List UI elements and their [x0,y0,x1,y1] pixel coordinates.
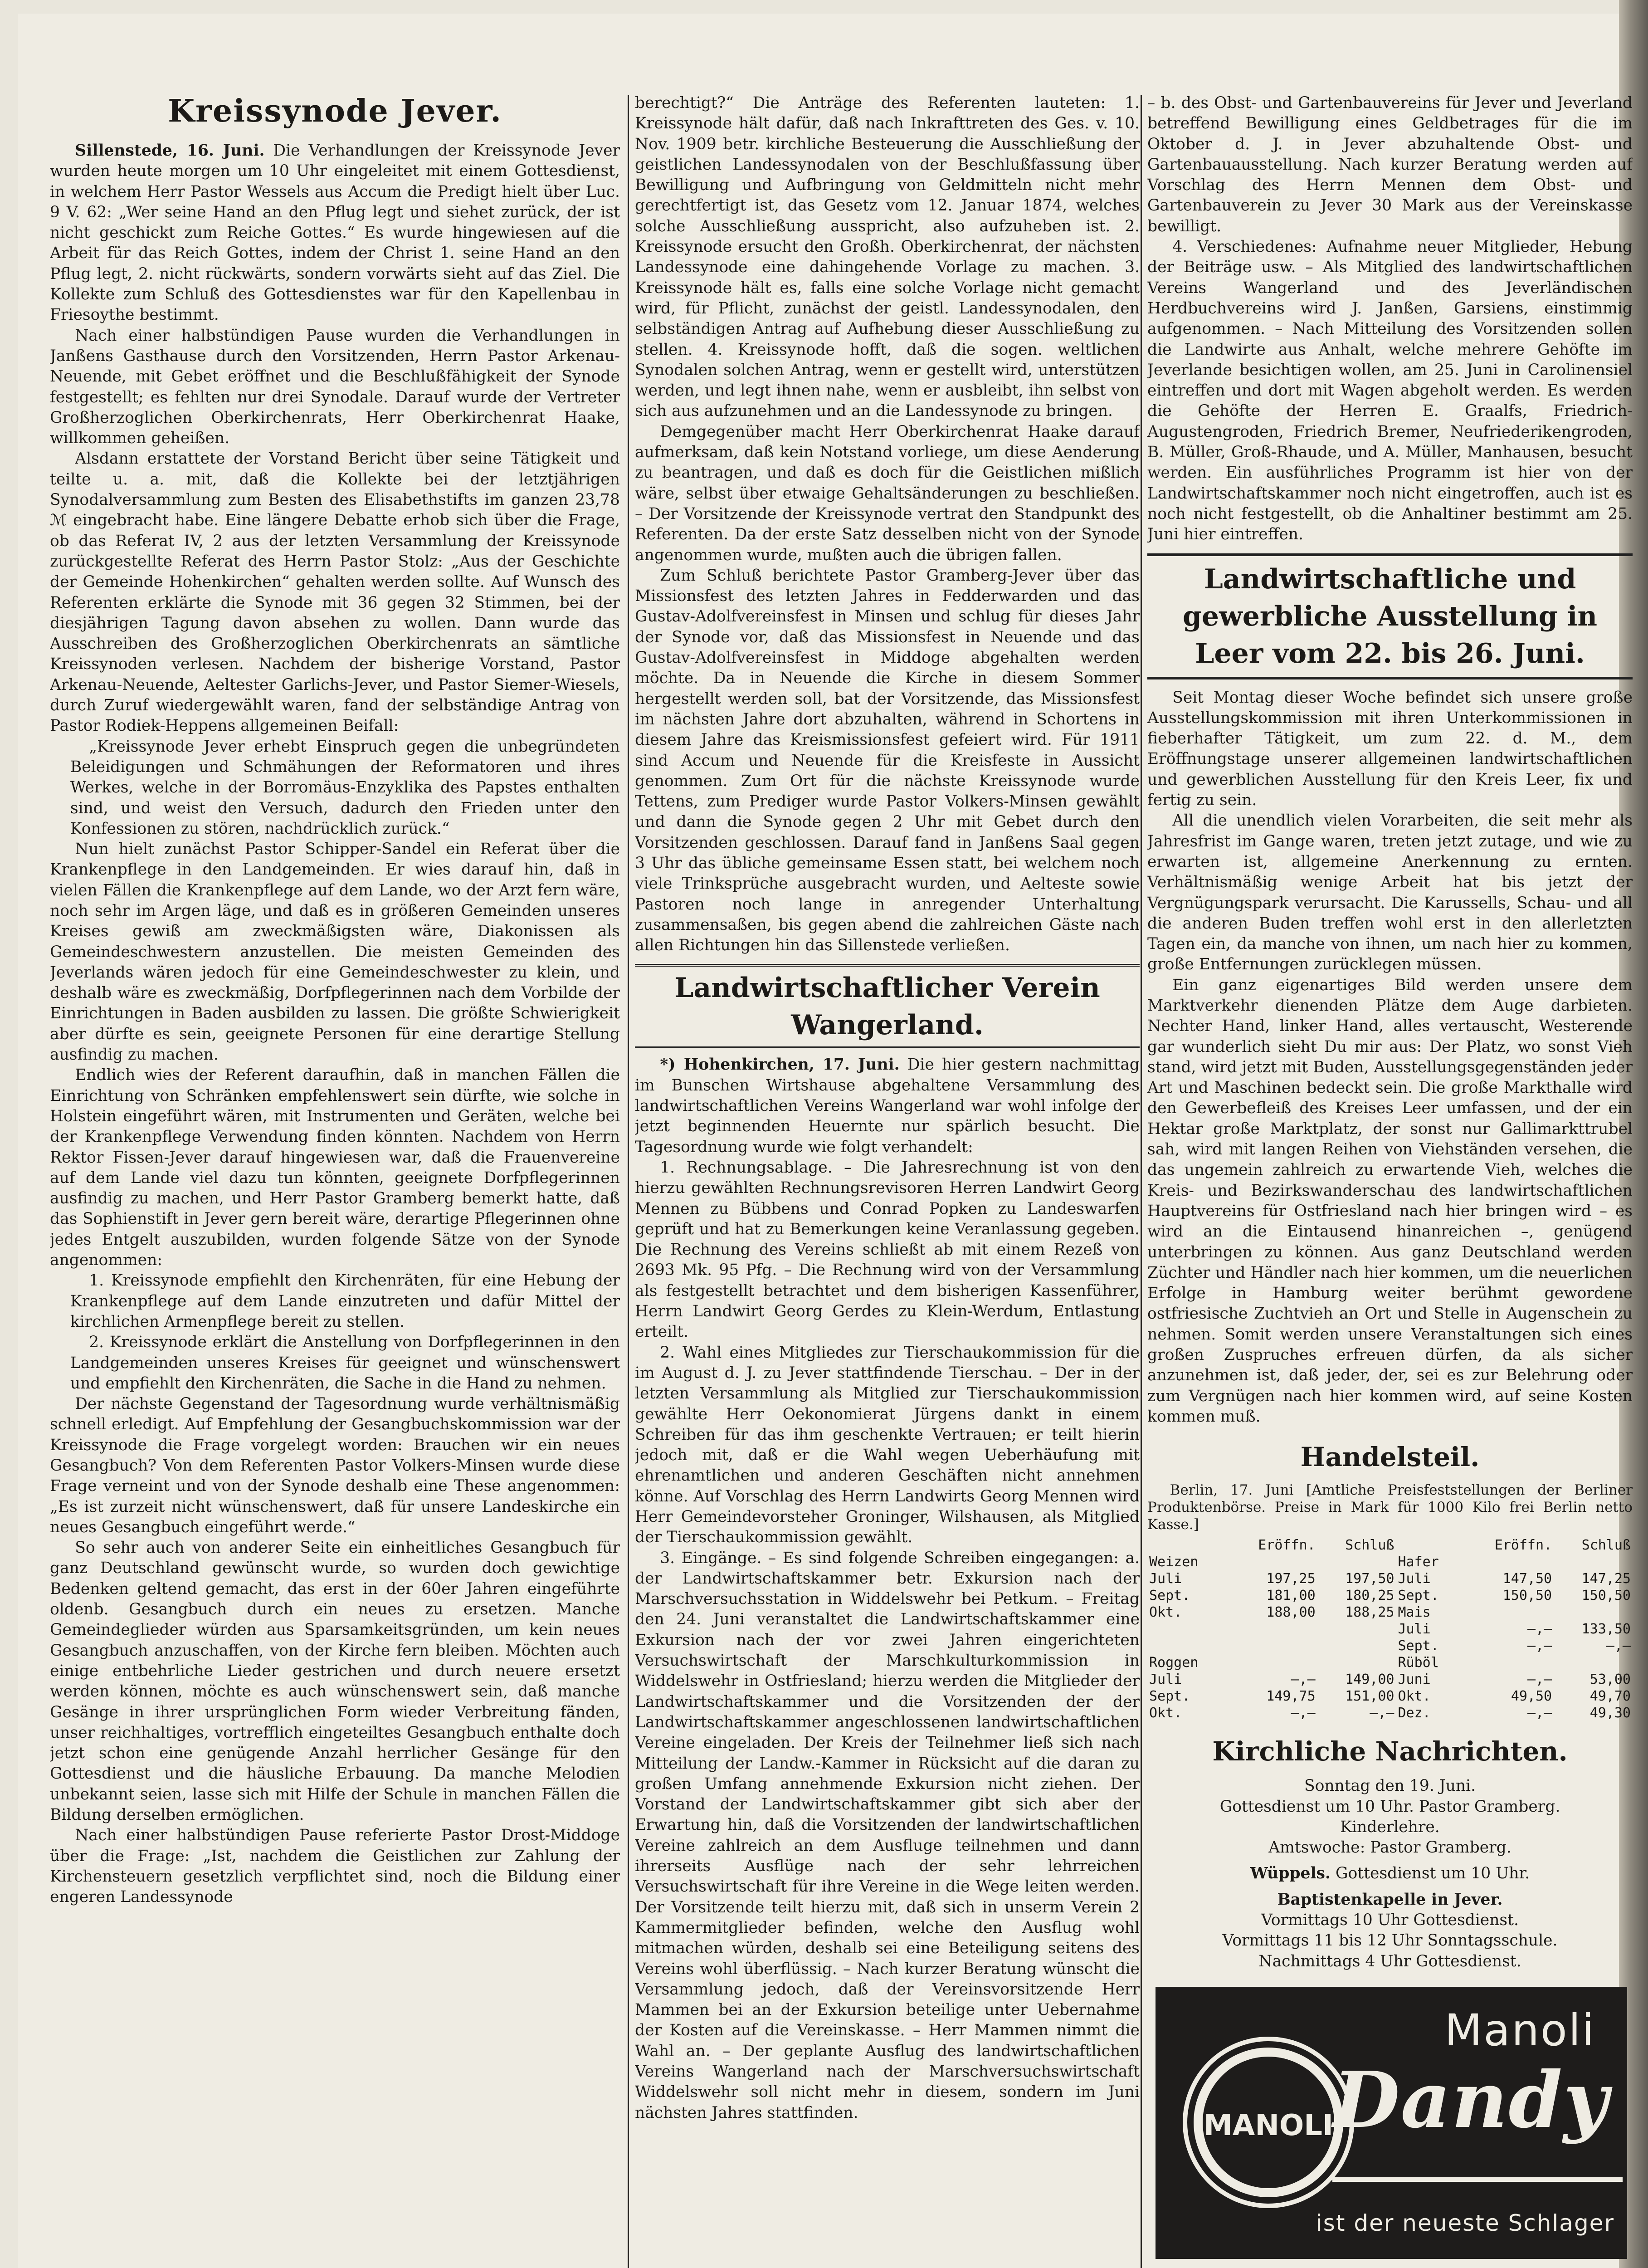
market-cell: –,– [1291,1705,1316,1721]
market-cell: Juli [1398,1571,1431,1587]
market-cell: –,– [1606,1638,1631,1654]
article-paragraph: Nun hielt zunächst Pastor Schipper-Sandel ein Referat über die Krankenpflege in den Landgemeinden. Er wies darauf hin, daß in vielen Fällen die Krankenpflege auf dem Lande, wo der Arzt fern wäre, noch sehr im Argen läge, und daß es in größeren Gemeinden unseres Kreises gewiß am zweckmäßigsten wäre, Diakonissen als Gemeindeschwestern anzustellen. Die meisten Gemeinden des Jeverlands wären jedoch für eine Gemeindeschwester zu klein, und deshalb wäre es zweckmäßig, Dorfpflegerinnen nach dem Vorbilde der Einrichtungen in Baden ausbilden zu lassen. Die größte Schwierigkeit aber dürfte es sein, geeignete Personen für eine derartige Stellung ausfindig zu machen. [50,840,620,1064]
market-cell: 53,00 [1589,1672,1631,1688]
article-paragraph: All die unendlich vielen Vorarbeiten, die seit mehr als Jahresfrist im Gange waren, treten jetzt zutage, und wie zu erwarten ist, allgemeine Anerkennung zu ernten. Verhältnismäßig wenige Arbeit hat bis jetzt der Vergnügungspark verursacht. Die Karussells, Schau- und all die anderen Buden treffen wohl erst in den allerletzten Tagen ein, da manche von ihnen, um nach hier zu kommen, große Entfernungen zurücklegen müssen. [1147,811,1633,974]
section-title: Handelsteil. [1300,1442,1480,1473]
market-cell: Okt. [1149,1604,1182,1621]
article-paragraph: – b. des Obst- und Gartenbauvereins für Jever und Jeverland betreffend Bewilligung eines Geldbetrages für die im Oktober d. J. in Jever abzuhaltende Obst- und Gartenbauausstellung. Nach kurzer Beratung werden auf Vorschlag des Herrn Mennen dem Obst- und Gartenbauverein zu Jever 30 Mark aus der Vereinskasse bewilligt. [1147,94,1633,235]
article-paragraph: Demgegenüber macht Herr Oberkirchenrat Haake darauf aufmerksam, daß kein Notstand vorliege, um diese Aenderung zu beantragen, und daß es doch für die Geistlichen mißlich wäre, selbst über etwaige Gehaltsänderungen zu beschließen. – Der Vorsitzende der Kreissynode vertrat den Standpunkt des Referenten. Da der erste Satz desselben nicht von der Synode angenommen wurde, mußten auch die übrigen fallen. [635,422,1140,564]
market-row [1147,1705,1633,1721]
market-cell [1226,1654,1317,1671]
market-row [1147,1654,1633,1671]
market-cell: 49,50 [1511,1688,1552,1705]
article-paragraph: Nach einer halbstündigen Pause referierte Pastor Drost-Middoge über die Frage: „Ist, nachdem die Geistlichen zur Zahlung der Kirchensteuern gesetzlich verpflichtet sind, noch die Bildung einer engeren Landessynode [50,1826,620,1906]
resolution-item: 2. Kreissynode erklärt die Anstellung von Dorfpflegerinnen in den Landgemeinden unseres Kreises für geeignet und wünschenswert und empfiehlt den Kirchenräten, die Sache in die Hand zu nehmen. [70,1333,620,1393]
market-cell: 49,70 [1589,1688,1631,1705]
market-cell: Sept. [1149,1688,1190,1705]
market-cell: –,– [1527,1621,1552,1637]
column-2 [635,93,1140,2123]
market-row [1147,1604,1633,1621]
market-cell [1317,1637,1396,1654]
market-cell: Juli [1149,1571,1182,1587]
manoli-logo [1187,2041,1350,2204]
agenda-item: 3. Eingänge. – Es sind folgende Schreiben eingegangen: a. der Landwirtschaftskammer betr. Exkursion nach der Marschversuchsstation in Widdelswehr bei Petkum. – Freitag den 24. Juni veranstaltet die Landwirtschaftskammer eine Exkursion nach der vor zwei Jahren eingerichteten Versuchswirtschaft der Marschkulturkommission in Widdelswehr in Ostfriesland; hierzu werden die Mitglieder der Landwirtschaftskammer und die Vorsitzenden der der Landwirtschaftskammer angeschlossenen landwirtschaftlichen Vereine eingeladen. Der Kreis der Teilnehmer ließ sich nach Mitteilung der Landw.-Kammer in Rücksicht auf die daran zu großen Umfang annehmende Exkursion nicht ziehen. Der Vorstand der Landwirtschaftskammer gibt sich aber der Erwartung hin, daß die Vorsitzenden der landwirtschaftlichen Vereine zahlreich an dem Ausfluge teilnehmen und dann ihrerseits Ausflüge nach der sehr lehrreichen Versuchswirtschaft für ihre Vereine in die Wege leiten werden. Der Vorsitzende teilt hierzu mit, daß sich in unserm Verein 2 Kammermitglieder befinden, welche den Ausflug wohl mitmachen würden, deshalb sei eine Beteiligung seitens des Vereins wohl überflüssig. – Nach kurzer Beratung wünscht die Versammlung jedoch, daß der Vereinsvorsitzende Herr Mammen bei an der Exkursion beteilige unter Uebernahme der Kosten auf die Vereinskasse. – Herr Mammen nimmt die Wahl an. – Der geplante Ausflug des landwirtschaftlichen Vereins Wangerland nach der Marschversuchswirtschaft Widdelswehr soll nicht mehr in diesem, sondern im Juni nächsten Jahres stattfinden. [635,1549,1140,2122]
baptist-title: Baptistenkapelle in Jever. [1277,1890,1503,1909]
ad-brand: Manoli [1444,2005,1595,2056]
market-header-cell [1396,1537,1463,1554]
agenda-item: 1. Rechnungsablage. – Die Jahresrechnung ist von den hierzu gewählten Rechnungsrevisoren Herren Landwirt Georg Mennen zu Bübbens und Conrad Popken zu Landeswarfen geprüft und hat zu Bemerkungen keine Veranlassung gegeben. Die Rechnung des Vereins schließt ab mit einem Rezeß von 2693 Mk. 95 Pfg. – Die Rechnung wird von der Versammlung als festgestellt betrachtet und dem bisherigen Kassenführer, Herrn Landwirt Georg Gerdes zu Klein-Werdum, Entlastung erteilt. [635,1158,1140,1341]
section-title: Landwirtschaftliche und gewerbliche Ausstellung in Leer vom 22. bis 26. Juni. [1147,553,1633,679]
dateline: Sillenstede, 16. Juni. [75,142,265,160]
ad-product: Dandy [1333,2055,1609,2146]
article-paragraph: Nach einer halbstündigen Pause wurden die Verhandlungen in Janßens Gasthause durch den Vorsitzenden, Herrn Pastor Arkenau-Neuende, mit Gebet eröffnet und die Beschlußfähigkeit der Synode festgestellt; es fehlten nur drei Synodale. Darauf wurde der Vertreter Großherzoglichen Oberkirchenrats, Herr Oberkirchenrat Haake, willkommen geheißen. [50,326,620,448]
article-paragraph: berechtigt?“ Die Anträge des Referenten lauteten: 1. Kreissynode hält dafür, daß nach Inkrafttreten des Ges. v. 10. Nov. 1909 betr. kirchliche Besteuerung die Ausschließung der geistlichen Landessynodalen von der Beschlußfassung über Bewilligung und Aufbringung von Geldmitteln nicht mehr gerechtfertigt ist, das Gesetz vom 12. Januar 1874, welches solche Ausschließung ausspricht, also aufzuheben ist. 2. Kreissynode ersucht den Großh. Oberkirchenrat, der nächsten Landessynode eine dahingehende Vorlage zu machen. 3. Kreissynode hält es, falls eine solche Vorlage nicht gemacht wird, für Pflicht, zunächst der geistl. Landessynodalen, den selbständigen Antrag auf Aufhebung dieser Ausschließung zu stellen. 4. Kreissynode hofft, daß die sogen. weltlichen Synodalen solchen Antrag, wenn er gestellt wird, unterstützen werden, und legt ihnen nahe, wenn er ausbleibt, ihn selbst von sich aus aufzunehmen und an die Landessynode zu bringen. [635,94,1140,420]
baptist-line: Vormittags 10 Uhr Gottesdienst. [1261,1911,1519,1929]
market-cell: –,– [1527,1672,1552,1688]
market-row [1147,1671,1633,1688]
market-cell: 197,25 [1266,1571,1316,1587]
agenda-item: 4. Verschiedenes: Aufnahme neuer Mitglieder, Hebung der Beiträge usw. – Als Mitglied des landwirtschaftlichen Vereins Wangerland und des Jeverländischen Herdbuchvereins wird J. Janßen, Garsiens, einstimmig aufgenommen. – Nach Mitteilung des Vorsitzenden sollen die Landwirte aus Anhalt, welche mehrere Gehöfte im Jeverlande besichtigen wollen, am 25. Juni in Carolinensiel eintreffen und dort mit Wagen abgeholt werden. Es werden die Gehöfte der Herren E. Graalfs, Friedrich-Augustengroden, Friedrich Bremer, Neufriederikengroden, B. Müller, Groß-Rhaude, und A. Müller, Manhausen, besucht werden. Ein ausführliches Programm ist hier von der Landwirtschaftskammer noch nicht eingetroffen, auch ist es noch nicht festgestellt, ob die Anhaltiner bestimmt am 25. Juni hier eintreffen. [1147,238,1633,544]
market-row [1147,1621,1633,1637]
market-cell: –,– [1370,1705,1394,1721]
market-cell: 188,25 [1345,1604,1394,1621]
market-cell: Sept. [1398,1588,1439,1604]
article-paragraph: Ein ganz eigenartiges Bild werden unsere dem Marktverkehr dienenden Plätze dem Auge darbieten. Nechter Hand, linker Hand, alles vertauscht, Westerende gar wunderlich sieht Du mir aus: Der Platz, wo sonst Vieh stand, wird jetzt mit Buden, Ausstellungsgegenständen jeder Art und Maschinen bedeckt sein. Die große Markthalle wird den Gewerbefleiß des Kreises Leer umfassen, und der ein Hektar große Marktplatz, der sonst nur Gallimarkttrubel sah, wird mit langen Reihen von Viehständen versehen, die das ungemein zahlreich zu erwartende Vieh, welches die Kreis- und Bezirkswanderschau des landwirtschaftlichen Hauptvereins für Ostfriesland nach hier bringen wird – es wird an die Eintausend hinanreichen –, genügend unterbringen zu können. Aus ganz Deutschland werden Züchter und Händler nach hier kommen, um die neuerlichen Erfolge in Hamburg weiter berühmt gewordene ostfriesische Zuchtvieh an Ort und Stelle in Augenschein zu nehmen. Somit werden unsere Veranstaltungen sich eines großen Zuspruches erfreuen dürfen, da als sicher anzunehmen ist, daß jeder, der, sei es zur Belehrung oder zum Vergnügen nach hier kommen wird, auf seine Kosten kommen muß. [1147,976,1633,1426]
market-cell: 49,30 [1589,1705,1631,1721]
ad-slogan: ist der neueste Schlager [1316,2210,1614,2236]
market-cell [1317,1621,1396,1637]
market-cell: Roggen [1149,1655,1199,1671]
article-title: Kreissynode Jever. [168,93,502,129]
resolution-item: 1. Kreissynode empfiehlt den Kirchenräten, für eine Hebung der Krankenpflege auf dem Lande einzutreten und dafür Mittel der kirchlichen Armenpflege bereit zu stellen. [70,1271,620,1331]
market-cell: Sept. [1149,1588,1190,1604]
column-rule [628,95,629,2268]
market-cell: Weizen [1149,1554,1199,1570]
column-3 [1147,93,1633,1972]
market-cell: –,– [1291,1672,1316,1688]
article-paragraph: Alsdann erstattete der Vorstand Bericht über seine Tätigkeit und teilte u. a. mit, daß die Kollekte bei der letztjährigen Synodalversammlung zum Besten des Elisabethstifts im ganzen 23,78 ℳ eingebracht habe. Eine längere Debatte erhob sich über die Frage, ob das Referat IV, 2 aus der letzten Versammlung der Kreissynode zurückgestellte Referat des Herrn Pastor Stolz: „Aus der Geschichte der Gemeinde Hohenkirchen“ gehalten werden sollte. Auf Wunsch des Referenten erklärte die Synode mit 36 gegen 32 Stimmen, bei der diesjährigen Tagung davon absehen zu wollen. Dann wurde das Ausschreiben des Großherzoglichen Oberkirchenrats an sämtliche Kreissynoden verlesen. Nachdem der bisherige Vorstand, Pastor Arkenau-Neuende, Aeltester Garlichs-Jever, und Pastor Siemer-Wiesels, durch Zuruf wiedergewählt waren, fand der selbständige Antrag von Pastor Rodiek-Heppens allgemeinen Beifall: [50,450,620,735]
market-header-cell: Schluß [1345,1537,1394,1554]
market-cell [1463,1554,1554,1570]
article-paragraph: So sehr auch von anderer Seite ein einheitliches Gesangbuch für ganz Deutschland gewünscht wurde, so wurden doch gewichtige Bedenken geltend gemacht, das erst in der 60er Jahren eingeführte oldenb. Gesangbuch durch ein neues zu ersetzen. Manche Gemeindeglieder würden aus Sparsamkeitsgründen, um kein neues Gesangbuch anzuschaffen, von der Kirche fern bleiben. Möchten auch einige entbehrliche Lieder gestrichen und durch neuere ersetzt werden können, möchte es auch wünschenswert sein, daß manche Gesänge in ihrer ursprünglichen Form wieder Verbreitung fänden, unser reichhaltiges, vortrefflich eingeteiltes Gesangbuch enthalte doch jetzt schon eine genügende Anzahl herrlicher Gesänge für den Gottesdienst und die häusliche Erbauung. Da manche Melodien unbekannt seien, lasse sich mit Hilfe der Schule in manchen Fällen die Bildung derselben ermöglichen. [50,1539,620,1824]
column-1 [50,86,620,1908]
market-cell: 147,50 [1502,1571,1552,1587]
market-cell [1317,1654,1396,1671]
market-cell [1554,1604,1633,1621]
market-cell: Dez. [1398,1705,1431,1721]
market-cell: 149,75 [1266,1688,1316,1705]
market-cell: 197,50 [1345,1571,1394,1587]
market-cell: –,– [1527,1638,1552,1654]
logo-word: MANOLI [1204,2109,1333,2142]
market-cell [1226,1637,1317,1654]
article-paragraph: Zum Schluß berichtete Pastor Gramberg-Jever über das Missionsfest des letzten Jahres in Fedderwarden und das Gustav-Adolfvereinsfest in Minsen und schlug für dieses Jahr der Synode vor, daß das Missionsfest in Neuende und das Gustav-Adolfvereinsfest in Middoge abgehalten werden möchte. Da in Neuende die Kirche in diesem Sommer hergestellt werden soll, bat der Vorsitzende, das Missionsfest im nächsten Jahre dort abzuhalten, während in Schortens in diesem Jahre das Kreismissionsfest gefeiert wird. Für 1911 sind Accum und Neuende für die Kreisfeste in Aussicht genommen. Zum Ort für die nächste Kreissynode wurde Tettens, zum Prediger wurde Pastor Volkers-Minsen gewählt und dann die Synode gegen 2 Uhr mit Gebet durch den Vorsitzenden geschlossen. Darauf fand in Janßens Saal gegen 3 Uhr das übliche gemeinsame Essen statt, bei welchem noch viele Trinksprüche ausgebracht wurden, und Aelteste sowie Pastoren noch lange in anregender Unterhaltung zusammensaßen, bis gegen abend die zahlreichen Gäste nach allen Richtungen hin das Sillenstede verließen. [635,566,1140,955]
baptist-line: Vormittags 11 bis 12 Uhr Sonntagsschule. [1222,1931,1558,1950]
market-cell: 180,25 [1345,1588,1394,1604]
market-cell: 147,25 [1581,1571,1631,1587]
market-intro: Berlin, 17. Juni [Amtliche Preisfeststellungen der Berliner Produktenbörse. Preise in Mark für 1000 Kilo frei Berlin netto Kasse.] [1147,1482,1633,1533]
market-cell: Hafer [1398,1554,1439,1570]
market-cell: –,– [1527,1705,1552,1721]
baptist-line: Nachmittags 4 Uhr Gottesdienst. [1258,1952,1521,1970]
market-cell: Rüböl [1398,1655,1439,1671]
market-row [1147,1570,1633,1587]
section-title: Kirchliche Nachrichten. [1212,1736,1568,1767]
market-cell: 133,50 [1581,1621,1631,1637]
market-header-cell: Schluß [1581,1537,1631,1554]
section-title: Landwirtschaftlicher Verein Wangerland. [635,964,1140,1048]
market-cell [1147,1621,1226,1637]
church-wueppels: Wüppels. Gottesdienst um 10 Uhr. [1250,1864,1530,1883]
market-header-cell: Eröffn. [1258,1537,1316,1554]
market-cell [1317,1554,1396,1570]
market-header-cell [1147,1537,1226,1554]
market-cell: 150,50 [1502,1588,1552,1604]
market-cell [1463,1604,1554,1621]
market-cell [1463,1654,1554,1671]
article-paragraph: Sillenstede, 16. Juni. Die Verhandlungen der Kreissynode Jever wurden heute morgen um 10 Uhr eingeleitet mit einem Gottesdienst, in welchem Herr Pastor Wessels aus Accum die Predigt hielt über Luc. 9 V. 62: „Wer seine Hand an den Pflug legt und siehet zurück, der ist nicht geschickt zum Reiche Gottes.“ Es wurde hingewiesen auf die Arbeit für das Reich Gottes, indem der Christ 1. seine Hand an den Pflug legt, 2. nicht rückwärts, sondern vorwärts sieht auf das Ziel. Die Kollekte zum Schluß des Gottesdienstes war für den Kapellenbau in Friesoythe bestimmt. [50,142,620,324]
market-cell: 188,00 [1266,1604,1316,1621]
market-row [1147,1554,1633,1570]
ad-underline [1332,2177,1623,2182]
market-cell: Sept. [1398,1638,1439,1654]
market-header-cell: Eröffn. [1494,1537,1552,1554]
market-cell: 151,00 [1345,1688,1394,1705]
market-row [1147,1688,1633,1705]
article-paragraph: Endlich wies der Referent daraufhin, daß in manchen Fällen die Einrichtung von Schränken empfehlenswert sein dürfte, wie solche in Holstein eingeführt wären, mit Instrumenten und Geräten, welche bei der Krankenpflege Verwendung finden könnten. Nachdem von Herrn Rektor Fissen-Jever darauf hingewiesen war, daß die Frauenvereine auf dem Lande viel dazu tun könnten, geeignete Dorfpflegerinnen ausfindig zu machen, und Herr Pastor Gramberg bemerkt hatte, daß das Sophienstift in Jever gern bereit wäre, derartige Pflegerinnen ohne jedes Entgelt auszubilden, wurden folgende Sätze von der Synode angenommen: [50,1066,620,1270]
column-rule [1141,95,1142,2268]
dateline: *) Hohenkirchen, 17. Juni. [660,1056,900,1074]
church-date: Sonntag den 19. Juni. [1304,1777,1476,1795]
market-cell: 181,00 [1266,1588,1316,1604]
resolution-quote: „Kreissynode Jever erhebt Einspruch gegen die unbegründeten Beleidigungen und Schmähungen der Reformatoren und ihres Werkes, welche in der Borromäus-Enzyklika des Papstes enthalten sind, und weist den Versuch, dadurch den Frieden unter den Konfessionen zu stören, nachdrücklich zurück.“ [70,737,620,838]
manoli-advertisement [1156,1987,1627,2259]
article-paragraph: Seit Montag dieser Woche befindet sich unsere große Ausstellungskommission mit ihren Unterkommissionen in fieberhafter Tätigkeit, um zum 22. d. M., dem Eröffnungstage unserer allgemeinen landwirtschaftlichen und gewerblichen Ausstellung für den Kreis Leer, fix und fertig zu sein. [1147,688,1633,810]
market-cell: Okt. [1149,1705,1182,1721]
market-cell: 150,50 [1581,1588,1631,1604]
article-paragraph: *) Hohenkirchen, 17. Juni. Die hier gestern nachmittag im Bunschen Wirtshause abgehaltene Versammlung des landwirtschaftlichen Vereins Wangerland war wohl infolge der jetzt beginnenden Heuernte nur spärlich besucht. Die Tagesordnung wurde wie folgt verhandelt: [635,1056,1140,1156]
market-cell [1147,1637,1226,1654]
market-row [1147,1637,1633,1654]
market-cell [1554,1654,1633,1671]
market-cell: Mais [1398,1604,1431,1621]
agenda-item: 2. Wahl eines Mitgliedes zur Tierschaukommission für die im August d. J. zu Jever stattfindende Tierschau. – Der in der letzten Versammlung als Mitglied zur Tierschaukommission gewählte Herr Oekonomierat Jürgens dankt in einem Schreiben für das ihm geschenkte Vertrauen; er teilt hierin jedoch mit, daß er die Wahl wegen Ueberhäufung mit ehrenamtlichen und anderen Geschäften nicht annehmen könne. Auf Vorschlag des Herrn Landwirts Georg Mennen wird Herr Gemeindevorsteher Groninger, Wilshausen, als Mitglied der Tierschaukommission gewählt. [635,1343,1140,1547]
market-cell: Okt. [1398,1688,1431,1705]
market-cell: Juni [1398,1672,1431,1688]
church-service: Gottesdienst um 10 Uhr. Pastor Gramberg. [1219,1797,1560,1816]
market-cell [1554,1554,1633,1570]
market-table [1147,1537,1633,1721]
church-week: Amtswoche: Pastor Gramberg. [1268,1838,1511,1857]
market-cell: 149,00 [1345,1672,1394,1688]
market-cell: Juli [1398,1621,1431,1637]
market-row [1147,1587,1633,1604]
market-header-row [1147,1537,1633,1554]
article-paragraph: Der nächste Gegenstand der Tagesordnung wurde verhältnismäßig schnell erledigt. Auf Empfehlung der Gesangbuchskommission war der Kreissynode die Frage vorgelegt worden: Brauchen wir ein neues Gesangbuch? Von dem Referenten Pastor Volkers-Minsen wurde diese Frage verneint und von der Synode deshalb eine These angenommen: „Es ist zurzeit nicht wünschenswert, daß für unsere Landeskirche ein neues Gesangbuch eingeführt werde.“ [50,1395,620,1536]
market-cell: Juli [1149,1672,1182,1688]
market-cell [1226,1621,1317,1637]
church-lesson: Kinderlehre. [1340,1818,1440,1836]
market-cell [1226,1554,1317,1570]
